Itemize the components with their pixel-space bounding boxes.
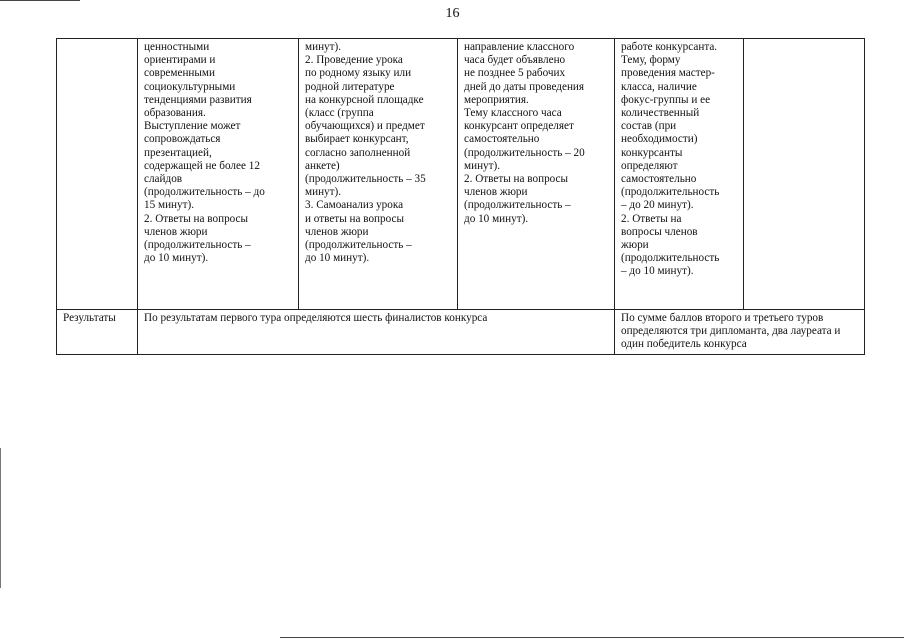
scan-edge-left: [0, 448, 1, 588]
table-row-stages: [57, 39, 865, 310]
table-cell-stage-4: работе конкурсанта. Тему, форму проведения мастер- класса, наличие фокус-группы и ее количественный состав (при необходимости) конкурсанты определяют самостоятельно (продолжительность – до 20 минут). 2. Ответы на вопросы членов жюри (продолжительность – до 10 минут).: [615, 39, 744, 310]
results-final-rounds: По сумме баллов второго и третьего туров определяются три дипломанта, два лауреата и один победитель конкурса: [615, 310, 865, 355]
competition-table: [56, 38, 865, 355]
table-row-results: [57, 310, 865, 355]
table-cell-stage-1: ценностными ориентирами и современными социокультурными тенденциями развития образования. Выступление может сопровождаться презентацией, содержащей не более 12 слайдов (продолжительность – до 15 минут). 2. Ответы на вопросы членов жюри (продолжительность – до 10 минут).: [138, 39, 299, 310]
scan-edge-bottom: [280, 637, 904, 638]
page-number: 16: [445, 6, 460, 21]
results-first-round: По результатам первого тура определяются шесть финалистов конкурса: [138, 310, 615, 355]
table-cell-stage-2: минут). 2. Проведение урока по родному языку или родной литературе на конкурсной площадке (класс (группа обучающихся) и предмет выбирает конкурсант, согласно заполненной анкете) (продолжительность – 35 минут). 3. Самоанализ урока и ответы на вопросы членов жюри (продолжительность – до 10 минут).: [299, 39, 458, 310]
scan-edge-top: [0, 0, 80, 1]
table-cell-stage-label: [57, 39, 138, 310]
table-cell-stage-5: [744, 39, 865, 310]
results-label: Результаты: [57, 310, 138, 355]
table-cell-stage-3: направление классного часа будет объявлено не позднее 5 рабочих дней до даты проведения мероприятия. Тему классного часа конкурсант определяет самостоятельно (продолжительность – 20 минут). 2. Ответы на вопросы членов жюри (продолжительность – до 10 минут).: [458, 39, 615, 310]
